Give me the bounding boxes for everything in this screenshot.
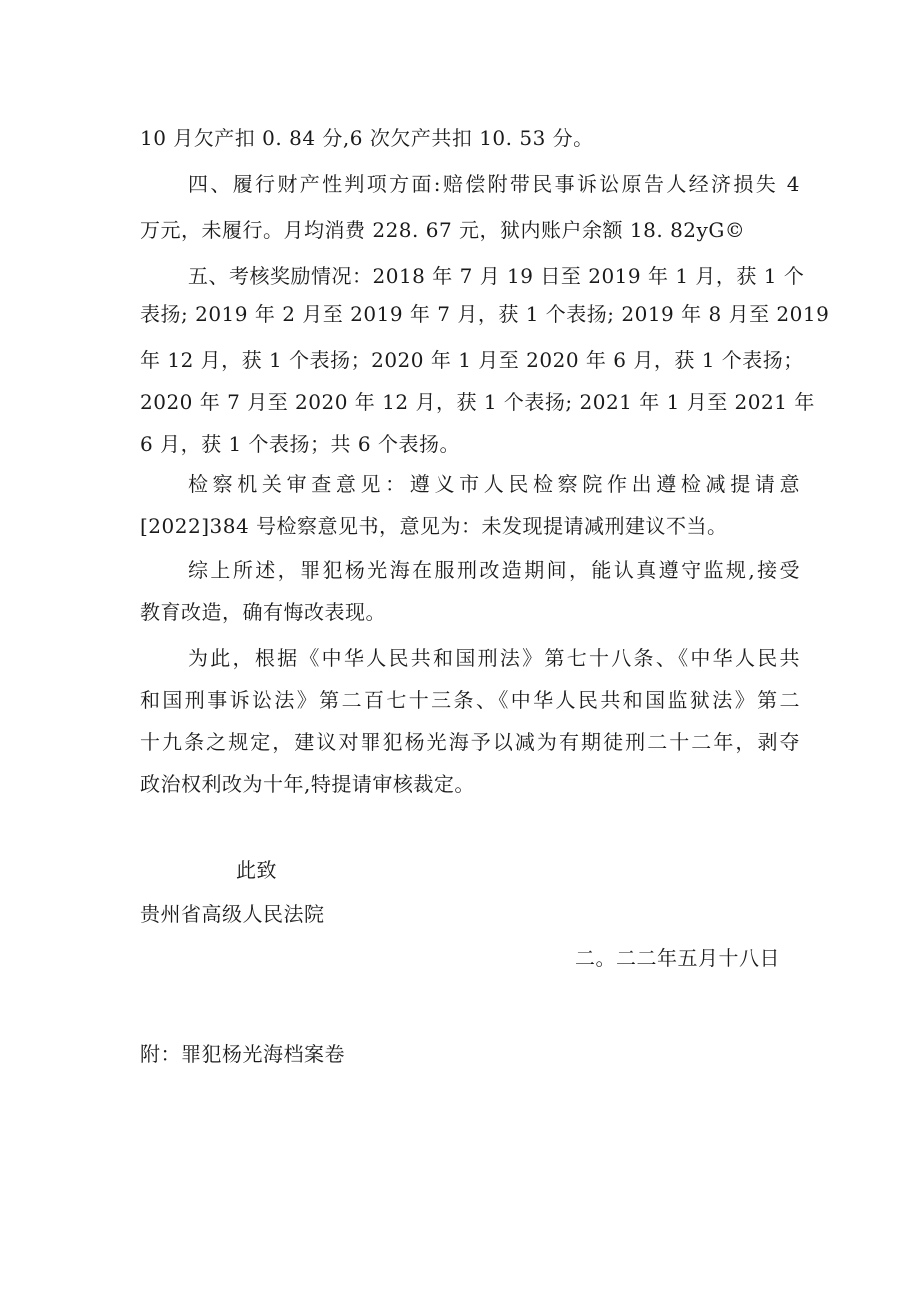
attachment-note: 附：罪犯杨光海档案卷 (140, 1042, 345, 1066)
text-line-12: 教育改造，确有悔改表现。 (140, 600, 386, 624)
text-line-3: 万元，未履行。月均消费 228. 67 元，狱内账户余额 18. 82yG© (140, 218, 746, 242)
text-line-15: 十九条之规定，建议对罪犯杨光海予以减为有期徒刑二十二年，剥夺 (140, 730, 800, 754)
text-line-14: 和国刑事诉讼法》第二百七十三条、《中华人民共和国监狱法》第二 (140, 688, 800, 712)
text-line-6: 年 12 月，获 1 个表扬；2020 年 1 月至 2020 年 6 月，获 1 个表扬； (140, 348, 804, 372)
text-line-1: 10 月欠产扣 0. 84 分,6 次欠产共扣 10. 53 分。 (140, 126, 594, 150)
text-line-9: 检察机关审查意见：遵义市人民检察院作出遵检减提请意 (188, 472, 800, 496)
closing-salutation: 此致 (236, 858, 277, 882)
text-line-11: 综上所述，罪犯杨光海在服刑改造期间，能认真遵守监规,接受 (188, 558, 800, 582)
text-line-4: 五、考核奖励情况：2018 年 7 月 19 日至 2019 年 1 月，获 1 个 (188, 264, 805, 288)
text-line-2: 四、履行财产性判项方面:赔偿附带民事诉讼原告人经济损失 4 (188, 172, 800, 196)
text-line-16: 政治权利改为十年,特提请审核裁定。 (140, 772, 475, 796)
text-line-13: 为此，根据《中华人民共和国刑法》第七十八条、《中华人民共 (188, 646, 800, 670)
text-line-8: 6 月，获 1 个表扬；共 6 个表扬。 (140, 432, 460, 456)
text-line-5: 表扬; 2019 年 2 月至 2019 年 7 月，获 1 个表扬; 2019 年 8 月至 2019 (140, 302, 830, 326)
text-line-7: 2020 年 7 月至 2020 年 12 月，获 1 个表扬; 2021 年 1 月至 2021 年 (140, 390, 815, 414)
recipient: 贵州省高级人民法院 (140, 902, 325, 926)
document-date: 二。二二年五月十八日 (575, 946, 780, 970)
text-line-10: [2022]384 号检察意见书，意见为：未发现提请减刑建议不当。 (140, 514, 728, 538)
